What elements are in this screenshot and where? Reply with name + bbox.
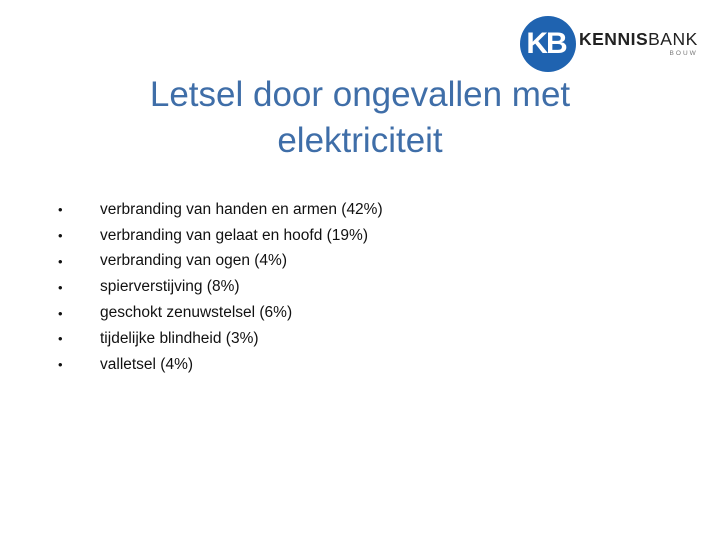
bullet-text: verbranding van ogen (4%) — [100, 252, 287, 270]
logo-word-bold: KENNIS — [579, 28, 649, 49]
bullet-item — [58, 326, 383, 352]
logo-wordmark — [579, 28, 698, 58]
bullet-text: verbranding van handen en armen (42%) — [100, 200, 383, 218]
bullet-dot-icon: • — [58, 305, 63, 321]
slide-title: Letsel door ongevallen met elektriciteit — [149, 75, 571, 160]
bullet-dot-icon: • — [58, 253, 63, 269]
logo-word-light: BANK — [648, 28, 698, 49]
logo-subtitle: BOUW — [669, 50, 698, 57]
bullet-text: geschokt zenuwstelsel (6%) — [100, 304, 293, 322]
kennisbank-logo — [520, 16, 698, 72]
bullet-dot-icon: • — [58, 331, 63, 347]
bullet-item — [58, 274, 383, 300]
logo-circle — [520, 16, 576, 72]
bullet-text: spierverstijving (8%) — [100, 278, 240, 296]
bullet-text: tijdelijke blindheid (3%) — [100, 329, 259, 347]
bullet-item — [58, 352, 383, 378]
logo-kb-letters: KB — [526, 27, 566, 60]
bullet-dot-icon: • — [58, 357, 63, 373]
bullet-item — [58, 197, 383, 223]
bullet-item — [58, 300, 383, 326]
bullet-dot-icon: • — [58, 228, 63, 244]
bullet-item — [58, 249, 383, 275]
bullet-list — [58, 197, 383, 378]
bullet-dot-icon: • — [58, 202, 63, 218]
bullet-item — [58, 223, 383, 249]
bullet-text: verbranding van gelaat en hoofd (19%) — [100, 226, 368, 244]
logo-word — [579, 28, 698, 49]
bullet-text: valletsel (4%) — [100, 355, 194, 373]
bullet-dot-icon: • — [58, 279, 63, 295]
